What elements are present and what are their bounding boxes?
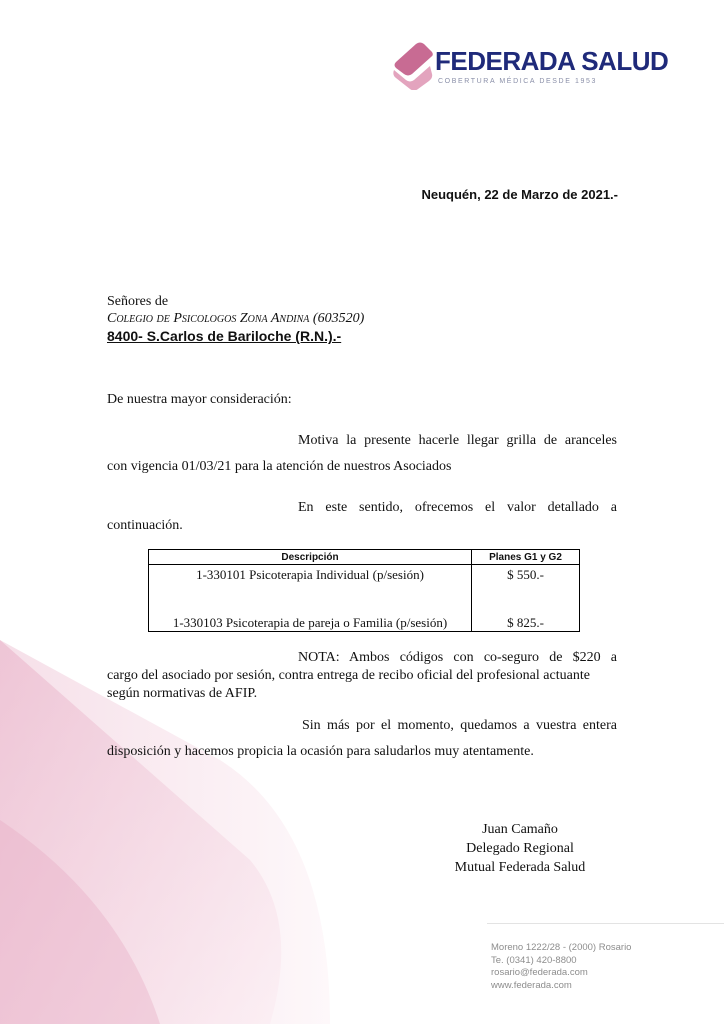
footer-website: www.federada.com [491, 979, 572, 991]
row-description: 1-330103 Psicoterapia de pareja o Familia (p/sesión) [149, 615, 472, 632]
signer-title: Delegado Regional [466, 841, 574, 856]
row-price: $ 550.- [472, 565, 580, 616]
brand-name: FEDERADA SALUD [435, 46, 669, 76]
row-price: $ 825.- [472, 615, 580, 632]
greeting: De nuestra mayor consideración: [107, 392, 292, 407]
letter-date: Neuquén, 22 de Marzo de 2021.- [421, 187, 618, 202]
paragraph1-line2: con vigencia 01/03/21 para la atención de nuestros Asociados [107, 459, 452, 474]
row-description: 1-330101 Psicoterapia Individual (p/sesión) [149, 565, 472, 616]
closing-line1: Sin más por el momento, quedamos a vuestra entera [302, 718, 617, 733]
signature-block [420, 820, 620, 877]
brand-tagline: COBERTURA MÉDICA DESDE 1953 [438, 78, 597, 85]
footer-email: rosario@federada.com [491, 967, 588, 978]
footer-divider [487, 923, 724, 924]
paragraph1-line1: Motiva la presente hacerle llegar grilla de aranceles [298, 433, 617, 448]
recipient-organization: Colegio de Psicologos Zona Andina (603520) [107, 311, 365, 326]
fee-table [148, 549, 580, 632]
logo-mark-icon [390, 40, 436, 90]
table-row [149, 565, 580, 616]
column-header-description: Descripción [149, 550, 472, 565]
signer-name: Juan Camaño [482, 822, 558, 837]
note-line2: cargo del asociado por sesión, contra entrega de recibo oficial del profesional actuante [107, 668, 590, 683]
paragraph2-line1: En este sentido, ofrecemos el valor detallado a [298, 500, 617, 515]
footer-contact [491, 942, 631, 992]
signer-organization: Mutual Federada Salud [454, 860, 586, 875]
footer-address: Moreno 1222/28 - (2000) Rosario [491, 942, 632, 953]
note-line3: según normativas de AFIP. [107, 686, 258, 701]
recipient-address: 8400- S.Carlos de Bariloche (R.N.).- [107, 328, 342, 344]
column-header-plans: Planes G1 y G2 [472, 550, 580, 565]
footer-phone: Te. (0341) 420-8800 [491, 954, 577, 966]
federada-salud-logo [390, 40, 669, 100]
closing-line2: disposición y hacemos propicia la ocasión para saludarlos muy atentamente. [107, 744, 534, 759]
table-header-row [149, 550, 580, 565]
note-line1: NOTA: Ambos códigos con co-seguro de $220 a [298, 650, 617, 665]
paragraph2-line2: continuación. [107, 518, 183, 533]
salutation: Señores de [107, 294, 169, 309]
table-row [149, 615, 580, 632]
